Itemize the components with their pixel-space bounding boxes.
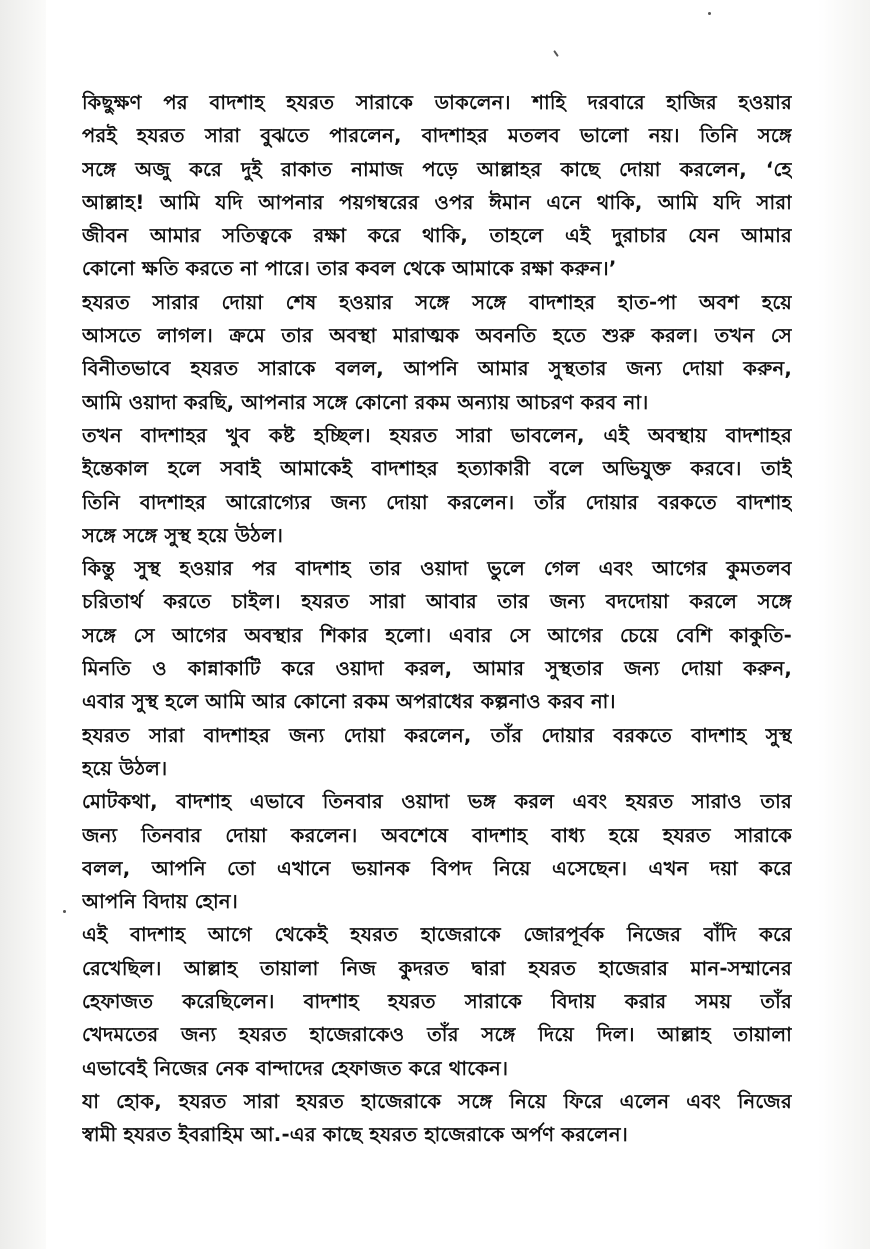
scan-speck (708, 12, 711, 15)
text-line: পরই হযরত সারা বুঝতে পারলেন, বাদশাহর মতলব ভালো নয়। তিনি সঙ্গে (82, 124, 792, 148)
paragraph (82, 86, 792, 286)
body-text (82, 86, 792, 1152)
text-line: কোনো ক্ষতি করতে না পারে। তার কবল থেকে আমাকে রক্ষা করুন।’ (82, 257, 617, 281)
paragraph (82, 552, 792, 718)
text-line: ইন্তেকাল হলে সবাই আমাকেই বাদশাহর হত্যাকারী বলে অভিযুক্ত করবে। তাই (82, 457, 792, 481)
text-line: আসতে লাগল। ক্রমে তার অবস্থা মারাত্মক অবনতি হতে শুরু করল। তখন সে (82, 324, 792, 348)
paragraph (82, 719, 792, 786)
text-line: এই বাদশাহ আগে থেকেই হযরত হাজেরাকে জোরপূর্বক নিজের বাঁদি করে (82, 923, 792, 947)
text-line: মোটকথা, বাদশাহ এভাবে তিনবার ওয়াদা ভঙ্গ করল এবং হযরত সারাও তার (82, 790, 792, 814)
text-line: খেদমতের জন্য হযরত হাজেরাকেও তাঁর সঙ্গে দিয়ে দিল। আল্লাহ তায়ালা (82, 1023, 792, 1047)
text-line: হযরত সারার দোয়া শেষ হওয়ার সঙ্গে সঙ্গে বাদশাহর হাত-পা অবশ হয়ে (82, 290, 792, 314)
text-line: এবার সুস্থ হলে আমি আর কোনো রকম অপরাধের কল্পনাও করব না। (82, 690, 616, 714)
text-line: সঙ্গে অজু করে দুই রাকাত নামাজ পড়ে আল্লাহর কাছে দোয়া করলেন, ‘হে (82, 157, 792, 181)
paragraph (82, 785, 792, 918)
text-line: সঙ্গে সে আগের অবস্থার শিকার হলো। এবার সে আগের চেয়ে বেশি কাকুতি- (82, 623, 792, 647)
text-line: জীবন আমার সতিত্বকে রক্ষা করে থাকি, তাহলে এই দুরাচার যেন আমার (82, 224, 792, 248)
paragraph (82, 286, 792, 419)
text-line: এভাবেই নিজের নেক বান্দাদের হেফাজত করে থাকেন। (82, 1056, 509, 1080)
text-line: যা হোক, হযরত সারা হযরত হাজেরাকে সঙ্গে নিয়ে ফিরে এলেন এবং নিজের (82, 1089, 792, 1113)
paragraph (82, 918, 792, 1084)
text-line: স্বামী হযরত ইবরাহিম আ.-এর কাছে হযরত হাজেরাকে অর্পণ করলেন। (82, 1123, 628, 1147)
page-gutter (0, 0, 46, 1249)
paragraph (82, 419, 792, 552)
scan-speck (553, 50, 559, 57)
text-line: বলল, আপনি তো এখানে ভয়ানক বিপদ নিয়ে এসেছেন। এখন দয়া করে (82, 856, 792, 880)
text-line: তখন বাদশাহর খুব কষ্ট হচ্ছিল। হযরত সারা ভাবলেন, এই অবস্থায় বাদশাহর (82, 423, 792, 447)
text-line: বিনীতভাবে হযরত সারাকে বলল, আপনি আমার সুস্থতার জন্য দোয়া করুন, (82, 357, 792, 381)
text-line: আপনি বিদায় হোন। (82, 890, 238, 914)
text-line: কিছুক্ষণ পর বাদশাহ হযরত সারাকে ডাকলেন। শাহি দরবারে হাজির হওয়ার (82, 91, 792, 114)
text-line: তিনি বাদশাহর আরোগ্যের জন্য দোয়া করলেন। তাঁর দোয়ার বরকতে বাদশাহ (82, 490, 792, 514)
text-line: আমি ওয়াদা করছি, আপনার সঙ্গে কোনো রকম অন্যায় আচরণ করব না। (82, 390, 649, 414)
scan-speck (63, 910, 66, 913)
text-line: চরিতার্থ করতে চাইল। হযরত সারা আবার তার জন্য বদদোয়া করলে সঙ্গে (82, 590, 792, 614)
text-line: রেখেছিল। আল্লাহ তায়ালা নিজ কুদরত দ্বারা হযরত হাজেরার মান-সম্মানের (82, 956, 792, 980)
text-line: মিনতি ও কান্নাকাটি করে ওয়াদা করল, আমার সুস্থতার জন্য দোয়া করুন, (82, 657, 792, 681)
text-line: হেফাজত করেছিলেন। বাদশাহ হযরত সারাকে বিদায় করার সময় তাঁর (82, 990, 792, 1014)
text-line: জন্য তিনবার দোয়া করলেন। অবশেষে বাদশাহ বাধ্য হয়ে হযরত সারাকে (82, 823, 792, 847)
text-line: কিন্তু সুস্থ হওয়ার পর বাদশাহ তার ওয়াদা ভুলে গেল এবং আগের কুমতলব (82, 557, 792, 581)
paragraph (82, 1085, 792, 1152)
text-line: সঙ্গে সঙ্গে সুস্থ হয়ে উঠল। (82, 523, 284, 547)
text-line: হযরত সারা বাদশাহর জন্য দোয়া করলেন, তাঁর দোয়ার বরকতে বাদশাহ সুস্থ (82, 723, 792, 747)
text-line: হয়ে উঠল। (82, 756, 168, 780)
text-line: আল্লাহ! আমি যদি আপনার পয়গম্বরের ওপর ঈমান এনে থাকি, আমি যদি সারা (82, 190, 792, 214)
